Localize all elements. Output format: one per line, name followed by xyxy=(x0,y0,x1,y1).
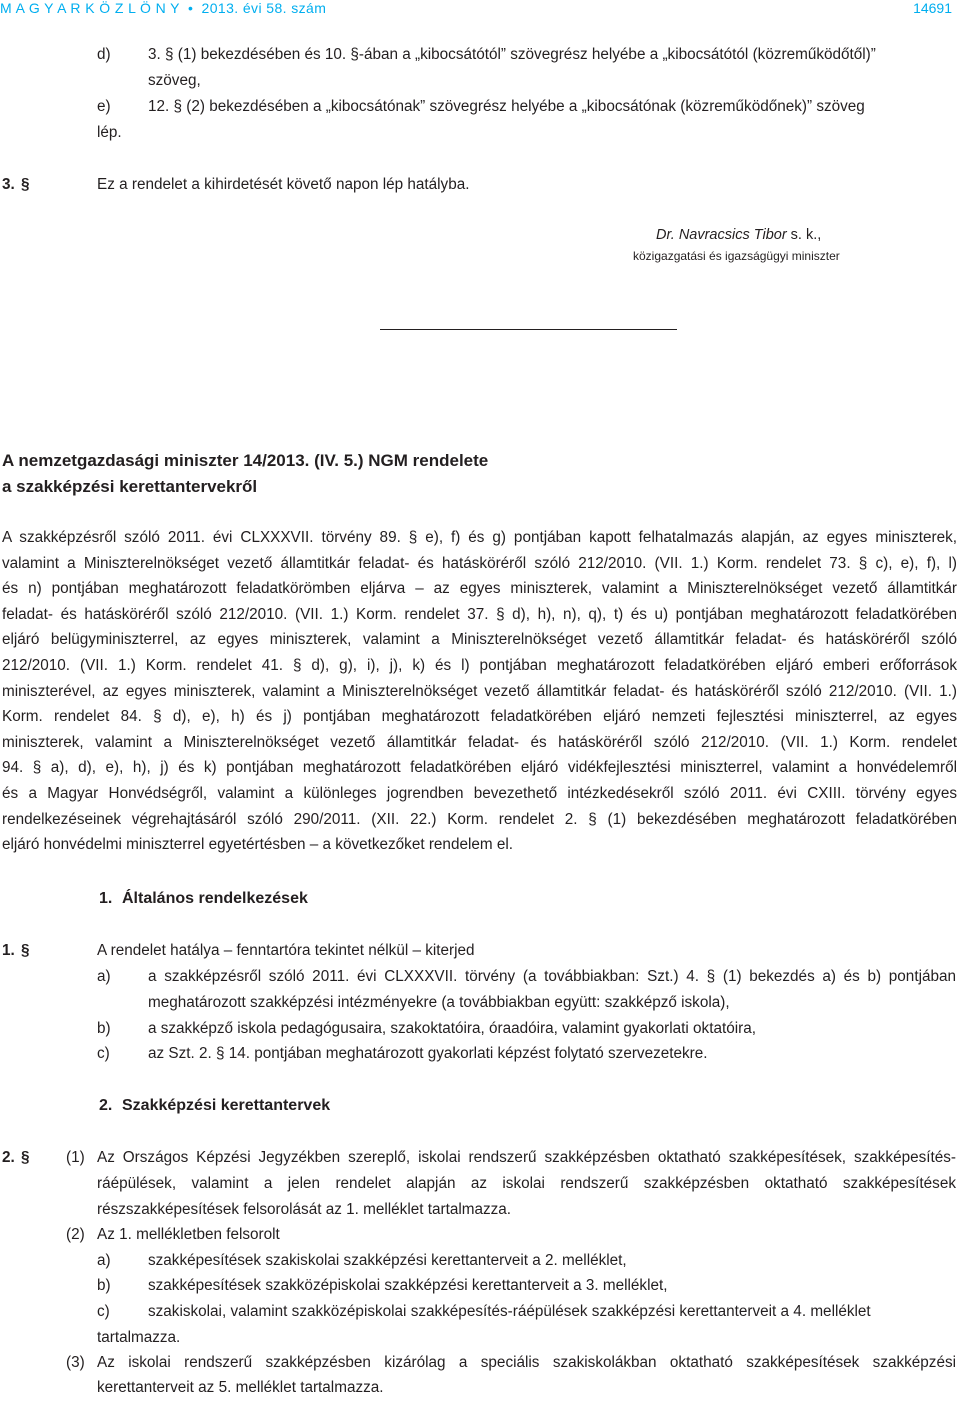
preamble-line: és n) pontjában meghatározott feladatkörömben eljárva – az egyes miniszterek, valamint a Miniszterelnökséget vezető államtitkár xyxy=(2,580,957,598)
paragraph2-item-a-mark: a) xyxy=(97,1252,111,1269)
paragraph2-item-b-text: szakképesítések szakközépiskolai szakképzési kerettanterveit a 3. melléklet, xyxy=(148,1277,668,1294)
signatory-name: Dr. Navracsics Tibor xyxy=(656,227,787,243)
preamble-line: Korm. rendelet 84. § d), e), h) és j) pontjában meghatározott feladatkörében eljáró nemzeti fejlesztési miniszterrel, az egyes xyxy=(2,708,957,726)
item-e-mark: e) xyxy=(97,98,111,115)
preamble-line: 94. § a), d), e), h), j) és k) pontjában meghatározott feladatkörében eljáró vidékfejlesztési miniszterrel, valamint a honvédelemről xyxy=(2,759,957,777)
preamble-line: valamint a Miniszterelnökséget vezető államtitkár feladat- és hatásköréről szóló 212/2010. (VII. 1.) Korm. rendelet 73. § c), e), f), l) xyxy=(2,554,957,572)
item-d-line1: 3. § (1) bekezdésében és 10. §-ában a „kibocsátótól” szövegrész helyébe a „kibocsátótól (közreműködőtől)” xyxy=(148,46,876,63)
paragraph1-line: ráépülések, valamint a jelen rendelet alapján az iskolai rendszerű szakképzésben oktatható szakképesítések xyxy=(97,1175,956,1192)
section1-item-a-line1: a szakképzésről szóló 2011. évi CLXXXVII. törvény (a továbbiakban: Szt.) 4. § (1) bekezdés a) és b) pontjában xyxy=(148,968,956,985)
chapter2-number: 2. xyxy=(99,1097,113,1114)
header-bullet: • xyxy=(187,0,194,16)
signature-line xyxy=(656,226,821,244)
section2-sign: § xyxy=(21,1149,30,1166)
decree-preamble xyxy=(2,525,957,858)
paragraph3-line: kerettanterveit az 5. melléklet tartalmazza. xyxy=(97,1379,384,1396)
signature-suffix: s. k., xyxy=(786,227,822,243)
section1-item-a-mark: a) xyxy=(97,968,111,985)
section3-number: 3. xyxy=(2,176,15,193)
preamble-line: feladat- és hatásköréről szóló 212/2010. (VII. 1.) Korm. rendelet 37. § d), h), n), q), t) és u) pontjában meghatározott feladatkörében xyxy=(2,605,957,623)
paragraph3-line: Az iskolai rendszerű szakképzésben kizárólag a speciális szakiskolákban oktatható szakképesítések szakképzési xyxy=(97,1354,956,1371)
paragraph1-mark: (1) xyxy=(66,1149,85,1166)
chapter1-number: 1. xyxy=(99,890,113,907)
item-d-line2: szöveg, xyxy=(148,72,201,89)
section1-item-b-mark: b) xyxy=(97,1020,111,1037)
section1-item-c-text: az Szt. 2. § 14. pontjában meghatározott gyakorlati képzést folytató szervezetekre. xyxy=(148,1045,708,1062)
publication-name: M A G Y A R K Ö Z L Ö N Y xyxy=(0,0,180,16)
paragraph2-mark: (2) xyxy=(66,1226,85,1243)
paragraph2-item-a-text: szakképesítések szakiskolai szakképzési kerettanterveit a 2. melléklet, xyxy=(148,1252,627,1269)
paragraph2-tail: tartalmazza. xyxy=(97,1329,181,1346)
section1-item-b-text: a szakképző iskola pedagógusaira, szakoktatóira, óraadóira, valamint gyakorlati oktatóira, xyxy=(148,1020,756,1037)
running-header xyxy=(0,0,326,16)
section3-sign: § xyxy=(21,176,30,193)
issue-label: 2013. évi 58. szám xyxy=(201,0,327,16)
preamble-line: A szakképzésről szóló 2011. évi CLXXXVII. törvény 89. § e), f) és g) pontjában kapott felhatalmazás alapján, az egyes miniszterek, xyxy=(2,529,957,546)
preamble-line: eljáró honvédelmi miniszterrel egyetértésben – a következőket rendelem el. xyxy=(2,836,514,854)
section1-item-c-mark: c) xyxy=(97,1045,110,1062)
chapter2-title: Szakképzési kerettantervek xyxy=(122,1097,331,1114)
preamble-line: és a Magyar Honvédségről, valamint a különleges jogrendben bevezethető intézkedésekről szóló 2011. évi CXIII. törvény egyes xyxy=(2,784,957,802)
item-d-mark: d) xyxy=(97,46,111,63)
chapter1-title: Általános rendelkezések xyxy=(122,890,308,907)
section1-number: 1. xyxy=(2,942,15,959)
paragraph2-item-b-mark: b) xyxy=(97,1277,111,1294)
paragraph1-line: Az Országos Képzési Jegyzékben szereplő, iskolai rendszerű szakképzésben oktatható szakképesítések, szakképesítés- xyxy=(97,1149,956,1166)
separator-rule xyxy=(380,329,677,330)
preamble-line: miniszterével, az egyes miniszterek, valamint a Miniszterelnökséget vezető államtitkár feladat- és hatásköréről szóló 212/2010. (VII. 1.) xyxy=(2,682,957,700)
paragraph2-item-c-mark: c) xyxy=(97,1303,110,1320)
paragraph1-line: részszakképesítések felsorolását az 1. melléklet tartalmazza. xyxy=(97,1201,512,1218)
decree-title-line2: a szakképzési kerettantervekről xyxy=(2,477,258,496)
decree-title-line1: A nemzetgazdasági miniszter 14/2013. (IV. 5.) NGM rendelete xyxy=(2,451,489,470)
item-e-line1: 12. § (2) bekezdésében a „kibocsátónak” szövegrész helyébe a „kibocsátónak (közreműködőnek)” szöveg xyxy=(148,98,865,115)
section1-intro: A rendelet hatálya – fenntartóra tekintet nélkül – kiterjed xyxy=(97,942,475,959)
signatory-title: közigazgatási és igazságügyi miniszter xyxy=(633,249,840,263)
preamble-line: eljáró belügyminiszterrel, az egyes miniszterek, valamint a Miniszterelnökséget vezető államtitkár feladat- és hatásköréről szóló xyxy=(2,631,957,649)
paragraph2-item-c-text: szakiskolai, valamint szakközépiskolai szakképesítés-ráépülések szakképzési kerettanterveit a 4. melléklet xyxy=(148,1303,871,1320)
section3-text: Ez a rendelet a kihirdetését követő napon lép hatályba. xyxy=(97,176,470,193)
section2-number: 2. xyxy=(2,1149,15,1166)
paragraph2-intro: Az 1. mellékletben felsorolt xyxy=(97,1226,280,1243)
section1-sign: § xyxy=(21,942,30,959)
preamble-line: 212/2010. (VII. 1.) Korm. rendelet 41. § d), g), i), j), k) és l) pontjában meghatározott feladatkörében eljáró emberi erőforrások xyxy=(2,656,957,674)
item-e-line2: lép. xyxy=(97,124,122,141)
preamble-line: rendelkezéseinek végrehajtásáról szóló 290/2011. (XII. 22.) Korm. rendelet 2. § (1) bekezdésében meghatározott feladatkörében xyxy=(2,810,957,828)
section1-item-a-line2: meghatározott szakképzési intézményekre (a továbbiakban együtt: szakképző iskola), xyxy=(148,994,730,1011)
preamble-line: miniszterek, valamint a Miniszterelnökséget vezető államtitkár feladat- és hatásköréről szóló 212/2010. (VII. 1.) Korm. rendelet xyxy=(2,733,957,751)
page-number: 14691 xyxy=(913,0,952,16)
paragraph3-mark: (3) xyxy=(66,1354,85,1371)
